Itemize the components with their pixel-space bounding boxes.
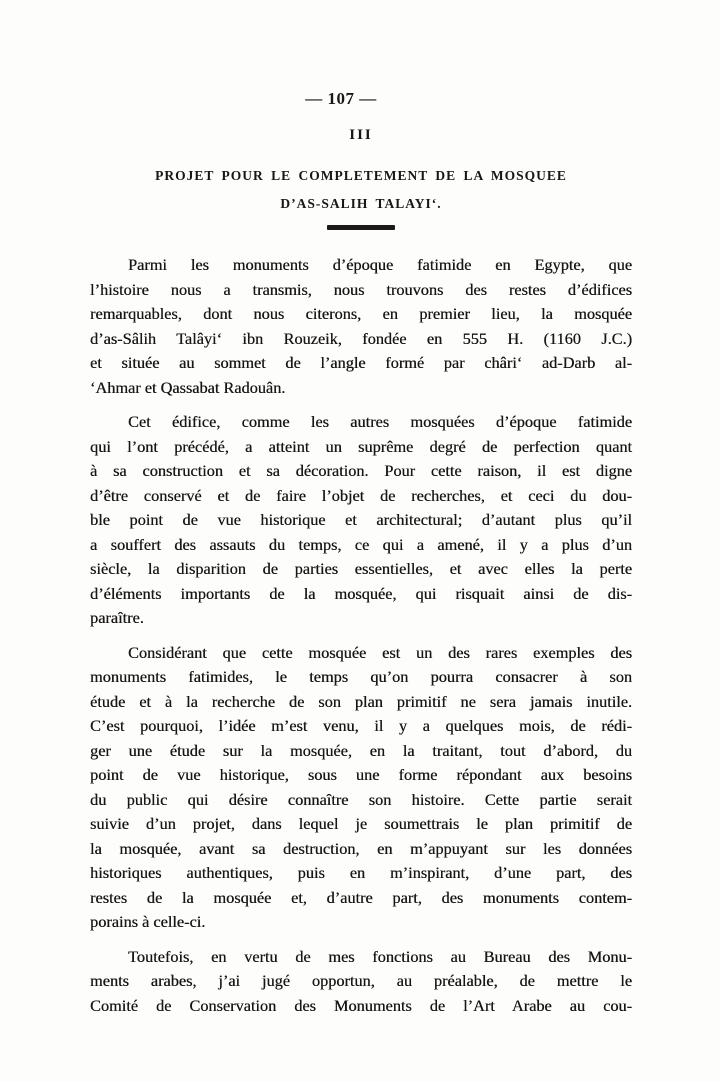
text-line: monuments fatimides, le temps qu’on pourra consacrer à son: [90, 667, 632, 686]
section-number: III: [349, 127, 373, 143]
title-divider: [327, 225, 395, 230]
text-line: du public qui désire connaître son histoire. Cette partie serait: [90, 789, 632, 809]
title-line-2: D’AS-SALIH TALAYI‘.: [280, 196, 442, 211]
paragraph: [90, 253, 632, 400]
text-line: étude et à la recherche de son plan primitif ne sera jamais inutile.: [90, 691, 632, 711]
page-number: — 107 —: [305, 89, 377, 108]
text-line: restes de la mosquée et, d’autre part, des monuments contem-: [90, 887, 632, 907]
text-line: porains à celle-ci.: [90, 912, 206, 931]
text-line: ble point de vue historique et architectural; d’autant plus qu’il: [90, 510, 632, 529]
text-line: siècle, la disparition de parties essentielles, et avec elles la perte: [90, 559, 632, 578]
document-title: [90, 162, 632, 218]
text-line: a souffert des assauts du temps, ce qui a amené, il y a plus d’un: [90, 534, 632, 554]
text-line: remarquables, dont nous citerons, en premier lieu, la mosquée: [90, 304, 632, 323]
text-line: ‘Ahmar et Qassabat Radouân.: [90, 377, 286, 397]
text-line: Toutefois, en vertu de mes fonctions au Bureau des Monu-: [128, 946, 632, 966]
paragraph: [90, 945, 632, 1019]
title-line-1: PROJET POUR LE COMPLETEMENT DE LA MOSQUEE: [155, 168, 567, 183]
paragraph: [90, 410, 632, 631]
text-line: qui l’ont précédé, a atteint un suprême degré de perfection quant: [90, 436, 632, 456]
text-line: paraître.: [90, 608, 144, 627]
text-line: historiques authentiques, puis en m’inspirant, d’une part, des: [90, 863, 632, 882]
text-line: suivie d’un projet, dans lequel je soumettrais le plan primitif de: [90, 814, 632, 833]
text-line: à sa construction et sa décoration. Pour cette raison, il est digne: [90, 461, 632, 480]
paragraph: [90, 641, 632, 935]
text-line: Considérant que cette mosquée est un des rares exemples des: [128, 642, 632, 662]
text-line: ments arabes, j’ai jugé opportun, au préalable, de mettre le: [90, 971, 632, 990]
text-line: C’est pourquoi, l’idée m’est venu, il y a quelques mois, de rédi-: [90, 716, 632, 735]
text-line: d’éléments importants de la mosquée, qui risquait ainsi de dis-: [90, 583, 632, 603]
text-line: d’as-Sâlih Talâyi‘ ibn Rouzeik, fondée en 555 H. (1160 J.C.): [90, 328, 632, 348]
text-line: et située au sommet de l’angle formé par châri‘ ad-Darb al-: [90, 353, 632, 372]
text-line: l’histoire nous a transmis, nous trouvons des restes d’édifices: [90, 279, 632, 299]
text-line: Comité de Conservation des Monuments de l’Art Arabe au cou-: [90, 995, 632, 1015]
text-line: d’être conservé et de faire l’objet de recherches, et ceci du dou-: [90, 485, 632, 505]
text-line: la mosquée, avant sa destruction, en m’appuyant sur les données: [90, 838, 632, 858]
document-body: [90, 253, 632, 1018]
text-line: Parmi les monuments d’époque fatimide en Egypte, que: [128, 255, 632, 274]
text-line: Cet édifice, comme les autres mosquées d’époque fatimide: [128, 412, 632, 431]
text-line: point de vue historique, sous une forme répondant aux besoins: [90, 765, 632, 784]
text-line: ger une étude sur la mosquée, en la traitant, tout d’abord, du: [90, 740, 632, 760]
